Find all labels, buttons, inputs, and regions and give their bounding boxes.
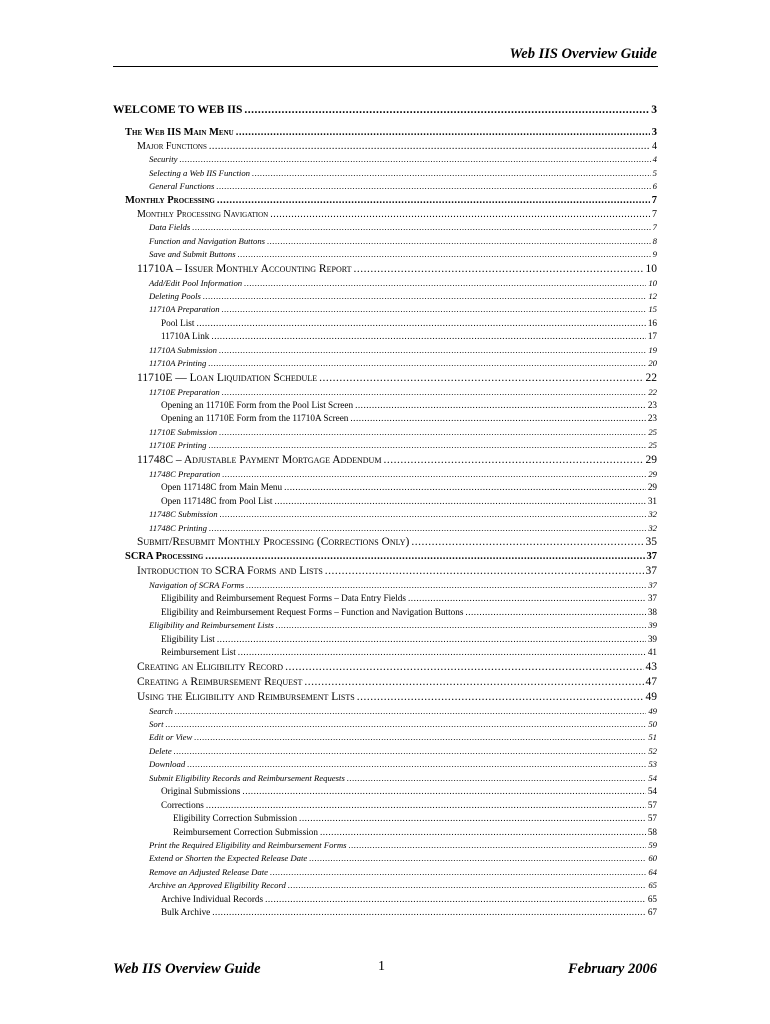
toc-entry-page: 29 xyxy=(645,453,657,466)
toc-entry-page: 65 xyxy=(647,893,657,904)
toc-entry-title: The Web IIS Main Menu xyxy=(125,127,234,138)
toc-entry[interactable] xyxy=(113,907,657,920)
toc-entry-title: Archive Individual Records xyxy=(161,893,264,904)
toc-entry[interactable] xyxy=(113,719,657,732)
toc-leader-dots xyxy=(270,867,646,877)
toc-entry-title: Eligibility and Reimbursement Lists xyxy=(149,620,274,631)
toc-leader-dots xyxy=(274,496,645,506)
toc-leader-dots xyxy=(236,127,650,138)
toc-entry-page: 31 xyxy=(647,495,657,506)
toc-entry[interactable] xyxy=(113,454,657,469)
toc-leader-dots xyxy=(192,222,650,232)
toc-entry[interactable] xyxy=(113,413,657,426)
toc-entry[interactable] xyxy=(113,691,657,706)
toc-entry-title: Security xyxy=(149,154,178,165)
toc-entry-page: 64 xyxy=(648,866,657,877)
toc-entry[interactable] xyxy=(113,141,657,154)
toc-entry[interactable] xyxy=(113,759,657,772)
toc-entry-title: Monthly Processing Navigation xyxy=(137,208,269,220)
toc-entry[interactable] xyxy=(113,523,657,536)
toc-entry[interactable] xyxy=(113,661,657,676)
toc-entry-page: 49 xyxy=(645,690,657,703)
toc-leader-dots xyxy=(411,536,643,548)
toc-entry-title: 11710E Submission xyxy=(149,426,218,437)
toc-leader-dots xyxy=(246,580,646,590)
toc-entry-page: 25 xyxy=(648,426,657,437)
toc-entry-title: 11710A Link xyxy=(161,331,210,342)
toc-leader-dots xyxy=(222,304,647,314)
toc-entry-page: 49 xyxy=(648,705,657,716)
toc-entry-title: Deleting Pools xyxy=(149,290,201,301)
toc-entry[interactable] xyxy=(113,786,657,799)
toc-entry-title: Download xyxy=(149,759,186,770)
toc-entry-page: 37 xyxy=(647,593,657,604)
toc-entry-title: Original Submissions xyxy=(161,786,241,797)
toc-leader-dots xyxy=(216,181,650,191)
toc-entry-page: 38 xyxy=(647,606,657,617)
table-of-contents xyxy=(113,97,657,921)
toc-leader-dots xyxy=(205,551,644,562)
toc-leader-dots xyxy=(349,840,647,850)
toc-entry-page: 23 xyxy=(647,413,657,424)
toc-leader-dots xyxy=(206,800,646,810)
toc-entry[interactable] xyxy=(113,97,657,123)
toc-leader-dots xyxy=(299,813,646,823)
toc-entry[interactable] xyxy=(113,387,657,400)
toc-entry-title: 11710A – Issuer Monthly Accounting Report xyxy=(137,262,352,275)
toc-leader-dots xyxy=(325,565,644,577)
toc-entry-page: 19 xyxy=(648,344,657,355)
toc-entry-page: 7 xyxy=(652,222,657,233)
toc-entry-page: 29 xyxy=(648,468,657,479)
toc-entry-title: Eligibility and Reimbursement Request Forms – Data Entry Fields xyxy=(161,593,406,604)
toc-entry[interactable] xyxy=(113,209,657,222)
toc-leader-dots xyxy=(465,607,645,617)
toc-entry-page: 5 xyxy=(652,167,657,178)
toc-entry-title: Add/Edit Pool Information xyxy=(149,277,243,288)
toc-entry-title: 11748C Preparation xyxy=(149,468,221,479)
toc-entry[interactable] xyxy=(113,509,657,522)
toc-leader-dots xyxy=(353,263,643,275)
toc-entry-page: 32 xyxy=(648,509,657,520)
toc-entry-page: 37 xyxy=(645,564,657,577)
toc-leader-dots xyxy=(238,249,651,259)
toc-leader-dots xyxy=(320,827,646,837)
toc-entry-page: 25 xyxy=(648,440,657,451)
toc-entry-page: 20 xyxy=(648,358,657,369)
toc-entry[interactable] xyxy=(113,304,657,317)
toc-entry[interactable] xyxy=(113,565,657,580)
toc-entry-title: Selecting a Web IIS Function xyxy=(149,167,251,178)
toc-entry-title: WELCOME TO WEB IIS xyxy=(113,104,243,116)
toc-entry[interactable] xyxy=(113,773,657,786)
toc-entry[interactable] xyxy=(113,593,657,606)
toc-entry-page: 39 xyxy=(648,620,657,631)
toc-leader-dots xyxy=(222,387,647,397)
toc-leader-dots xyxy=(285,661,643,673)
toc-entry-title: Navigation of SCRA Forms xyxy=(149,579,245,590)
toc-leader-dots xyxy=(252,168,651,178)
toc-leader-dots xyxy=(288,880,646,890)
toc-entry-page: 54 xyxy=(647,786,657,797)
toc-entry-title: Creating an Eligibility Record xyxy=(137,660,284,673)
toc-entry[interactable] xyxy=(113,536,657,551)
toc-entry-page: 57 xyxy=(647,813,657,824)
toc-entry-title: Eligibility Correction Submission xyxy=(173,813,298,824)
toc-entry[interactable] xyxy=(113,827,657,840)
toc-entry-page: 8 xyxy=(652,235,657,246)
toc-entry[interactable] xyxy=(113,894,657,907)
toc-entry-title: General Functions xyxy=(149,181,215,192)
toc-leader-dots xyxy=(187,759,646,769)
toc-entry-page: 43 xyxy=(645,660,657,673)
toc-entry-title: Eligibility List xyxy=(161,633,215,644)
toc-entry-title: Using the Eligibility and Reimbursement Lists xyxy=(137,690,355,703)
toc-entry[interactable] xyxy=(113,263,657,278)
toc-entry-page: 41 xyxy=(647,647,657,658)
toc-entry[interactable] xyxy=(113,358,657,371)
toc-leader-dots xyxy=(209,141,650,152)
toc-entry-page: 17 xyxy=(647,331,657,342)
toc-entry-title: 11710A Printing xyxy=(149,358,207,369)
toc-leader-dots xyxy=(355,400,646,410)
toc-leader-dots xyxy=(220,509,647,519)
footer-title: Web IIS Overview Guide xyxy=(113,961,261,977)
toc-leader-dots xyxy=(242,786,645,796)
toc-entry[interactable] xyxy=(113,318,657,331)
toc-entry[interactable] xyxy=(113,880,657,893)
toc-leader-dots xyxy=(350,413,645,423)
toc-entry-page: 23 xyxy=(647,400,657,410)
toc-entry-title: Reimbursement List xyxy=(161,647,236,658)
toc-entry-page: 10 xyxy=(645,262,657,275)
toc-entry-title: Delete xyxy=(149,745,172,756)
toc-entry[interactable] xyxy=(113,496,657,509)
toc-entry-title: Function and Navigation Buttons xyxy=(149,235,266,246)
toc-entry-page: 4 xyxy=(652,141,657,152)
toc-leader-dots xyxy=(222,469,646,479)
toc-entry-title: Monthly Processing xyxy=(125,194,215,206)
toc-entry[interactable] xyxy=(113,331,657,344)
toc-entry[interactable] xyxy=(113,154,657,167)
toc-leader-dots xyxy=(383,454,643,466)
toc-entry[interactable] xyxy=(113,853,657,866)
toc-entry[interactable] xyxy=(113,345,657,358)
toc-entry-title: Print the Required Eligibility and Reimbursement Forms xyxy=(149,839,347,850)
toc-entry-page: 65 xyxy=(648,880,657,891)
toc-entry-page: 4 xyxy=(652,154,657,165)
toc-entry-title: Reimbursement Correction Submission xyxy=(173,826,318,837)
toc-entry-title: 11710E Printing xyxy=(149,440,207,451)
toc-entry-page: 59 xyxy=(648,839,657,850)
toc-leader-dots xyxy=(165,719,646,729)
toc-leader-dots xyxy=(174,746,647,756)
toc-entry[interactable] xyxy=(113,732,657,745)
toc-entry-title: 11710E Preparation xyxy=(149,386,220,397)
toc-leader-dots xyxy=(196,318,645,328)
toc-entry[interactable] xyxy=(113,427,657,440)
toc-leader-dots xyxy=(209,523,646,533)
toc-leader-dots xyxy=(208,358,646,368)
toc-entry-title: 11748C Submission xyxy=(149,509,218,520)
toc-leader-dots xyxy=(244,278,646,288)
toc-entry-page: 58 xyxy=(647,826,657,837)
toc-entry-page: 57 xyxy=(647,799,657,810)
toc-entry[interactable] xyxy=(113,249,657,262)
toc-entry[interactable] xyxy=(113,482,657,495)
toc-entry-title: Open 117148C from Main Menu xyxy=(161,482,283,493)
toc-leader-dots xyxy=(219,427,646,437)
toc-leader-dots xyxy=(284,482,646,492)
toc-entry-page: 7 xyxy=(651,194,657,206)
toc-entry-page: 47 xyxy=(645,675,657,688)
toc-entry-title: Submit Eligibility Records and Reimbursement Requests xyxy=(149,772,345,783)
toc-leader-dots xyxy=(267,236,651,246)
toc-entry-title: Corrections xyxy=(161,799,204,810)
toc-leader-dots xyxy=(270,209,650,220)
toc-entry-title: Opening an 11710E Form from the Pool List Screen xyxy=(161,400,354,410)
toc-entry-title: Opening an 11710E Form from the 11710A Screen xyxy=(161,413,349,424)
toc-entry-title: Eligibility and Reimbursement Request Forms – Function and Navigation Buttons xyxy=(161,606,464,617)
toc-entry-page: 3 xyxy=(651,127,657,138)
toc-leader-dots xyxy=(179,154,650,164)
footer-page-number: 1 xyxy=(378,959,385,974)
toc-entry-title: Major Functions xyxy=(137,141,207,152)
toc-entry-page: 22 xyxy=(645,371,657,384)
toc-entry[interactable] xyxy=(113,127,657,141)
toc-leader-dots xyxy=(357,691,644,703)
toc-entry-page: 12 xyxy=(648,290,657,301)
toc-entry[interactable] xyxy=(113,634,657,647)
toc-entry-title: Remove an Adjusted Release Date xyxy=(149,866,269,877)
toc-entry-title: SCRA Processing xyxy=(125,550,204,562)
header-rule xyxy=(113,66,658,67)
toc-entry[interactable] xyxy=(113,400,657,413)
toc-entry[interactable] xyxy=(113,813,657,826)
toc-entry[interactable] xyxy=(113,291,657,304)
toc-entry[interactable] xyxy=(113,551,657,565)
footer-date: February 2006 xyxy=(567,961,657,977)
toc-entry-page: 37 xyxy=(646,550,657,562)
toc-entry[interactable] xyxy=(113,236,657,249)
toc-leader-dots xyxy=(276,620,647,630)
toc-entry-page: 39 xyxy=(647,633,657,644)
toc-entry[interactable] xyxy=(113,840,657,853)
toc-leader-dots xyxy=(209,440,647,450)
toc-entry-title: Submit/Resubmit Monthly Processing (Corrections Only) xyxy=(137,535,410,548)
toc-entry-title: 11748C Printing xyxy=(149,522,207,533)
toc-entry-page: 52 xyxy=(648,745,657,756)
toc-leader-dots xyxy=(408,593,646,603)
toc-entry-page: 29 xyxy=(647,482,657,493)
toc-entry-page: 6 xyxy=(652,181,657,192)
toc-entry[interactable] xyxy=(113,181,657,194)
toc-entry[interactable] xyxy=(113,440,657,453)
toc-entry-title: 11710A Preparation xyxy=(149,304,220,315)
toc-entry-title: Sort xyxy=(149,719,164,729)
toc-entry[interactable] xyxy=(113,469,657,482)
toc-entry-title: 11748C – Adjustable Payment Mortgage Addendum xyxy=(137,453,382,466)
toc-entry-title: Archive an Approved Eligibility Record xyxy=(149,880,286,891)
toc-entry-page: 54 xyxy=(648,772,657,783)
toc-leader-dots xyxy=(217,634,646,644)
toc-entry-page: 10 xyxy=(648,277,657,288)
toc-entry-title: Creating a Reimbursement Request xyxy=(137,675,303,688)
toc-leader-dots xyxy=(217,195,650,206)
toc-entry-page: 3 xyxy=(651,104,657,116)
toc-leader-dots xyxy=(265,894,646,904)
toc-entry-title: Pool List xyxy=(161,317,195,328)
toc-entry-page: 35 xyxy=(645,535,657,548)
toc-entry-page: 32 xyxy=(648,522,657,533)
toc-leader-dots xyxy=(309,853,646,863)
toc-entry[interactable] xyxy=(113,620,657,633)
toc-leader-dots xyxy=(194,732,646,742)
toc-entry[interactable] xyxy=(113,676,657,691)
toc-entry-title: 11710A Submission xyxy=(149,344,217,355)
toc-entry[interactable] xyxy=(113,278,657,291)
toc-entry-page: 51 xyxy=(648,732,657,743)
toc-leader-dots xyxy=(238,647,646,657)
toc-entry-title: Edit or View xyxy=(149,732,193,743)
toc-entry[interactable] xyxy=(113,195,657,209)
toc-entry-title: Data Fields xyxy=(149,222,191,233)
toc-entry[interactable] xyxy=(113,746,657,759)
toc-entry-page: 16 xyxy=(647,317,657,328)
toc-leader-dots xyxy=(203,291,646,301)
toc-entry[interactable] xyxy=(113,222,657,235)
toc-leader-dots xyxy=(211,331,645,341)
toc-entry-title: Open 117148C from Pool List xyxy=(161,495,273,506)
toc-entry-title: Introduction to SCRA Forms and Lists xyxy=(137,564,323,577)
toc-entry[interactable] xyxy=(113,867,657,880)
toc-entry-page: 22 xyxy=(648,386,657,397)
toc-entry-page: 9 xyxy=(652,249,657,260)
toc-entry-page: 15 xyxy=(648,304,657,315)
header-title: Web IIS Overview Guide xyxy=(509,46,657,62)
toc-entry[interactable] xyxy=(113,800,657,813)
toc-leader-dots xyxy=(244,104,649,116)
toc-leader-dots xyxy=(212,907,646,917)
toc-entry-page: 37 xyxy=(648,579,657,590)
toc-entry[interactable] xyxy=(113,706,657,719)
toc-entry[interactable] xyxy=(113,647,657,660)
toc-entry[interactable] xyxy=(113,168,657,181)
toc-entry-page: 7 xyxy=(652,208,657,220)
toc-entry-title: 11710E — Loan Liquidation Schedule xyxy=(137,371,318,384)
toc-entry-page: 67 xyxy=(647,907,657,918)
toc-leader-dots xyxy=(175,706,647,716)
toc-entry-title: Extend or Shorten the Expected Release Date xyxy=(149,853,308,864)
toc-entry-title: Bulk Archive xyxy=(161,907,211,918)
toc-entry-title: Search xyxy=(149,705,173,716)
toc-entry-page: 53 xyxy=(648,759,657,770)
toc-entry[interactable] xyxy=(113,372,657,387)
toc-entry-title: Save and Submit Buttons xyxy=(149,249,236,260)
toc-leader-dots xyxy=(304,676,643,688)
toc-leader-dots xyxy=(219,345,646,355)
toc-entry-page: 60 xyxy=(648,853,657,864)
toc-leader-dots xyxy=(319,372,643,384)
toc-leader-dots xyxy=(347,773,646,783)
toc-entry-page: 50 xyxy=(648,719,657,729)
toc-entry[interactable] xyxy=(113,607,657,620)
toc-entry[interactable] xyxy=(113,580,657,593)
